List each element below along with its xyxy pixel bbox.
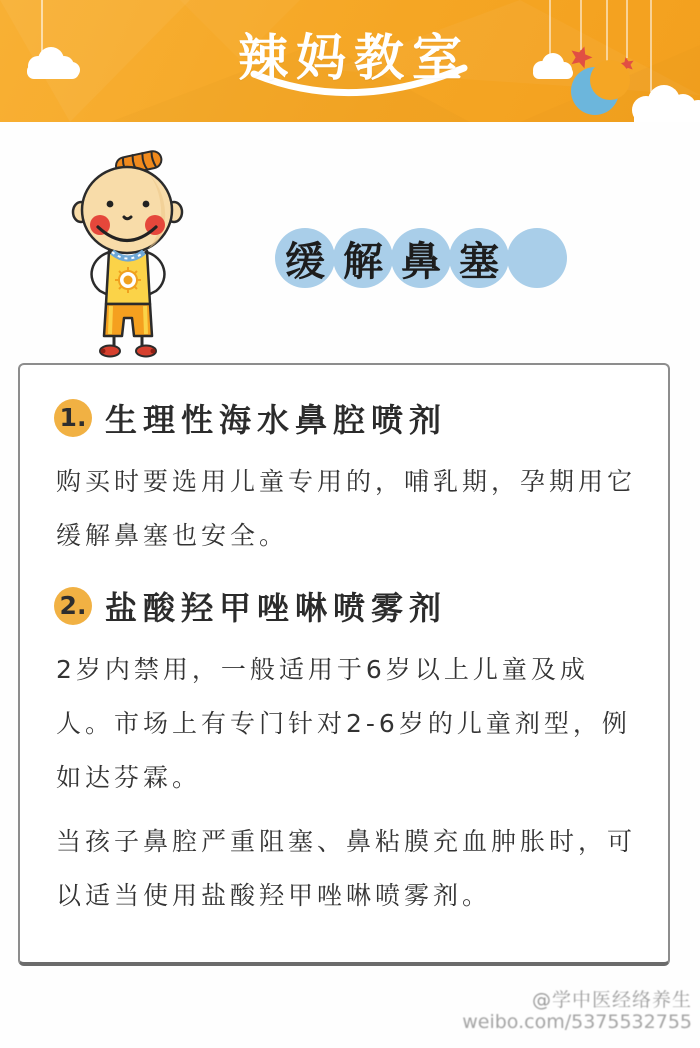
title-char: 塞 <box>459 238 499 285</box>
title-badge <box>449 228 509 288</box>
watermark-account: @学中医经络养生 <box>531 989 692 1011</box>
watermark-url: weibo.com/5375532755 <box>462 1010 692 1033</box>
section-title: 生理性海水鼻腔喷剂 <box>105 401 448 439</box>
section-1-heading <box>54 395 636 441</box>
title-badge <box>275 228 335 288</box>
content-box <box>18 363 670 966</box>
number-badge: 2. <box>54 587 92 625</box>
section-2-paragraph: 当孩子鼻腔严重阻塞、鼻粘膜充血肿胀时，可以适当使用盐酸羟甲唑啉喷雾剂。 <box>56 827 637 910</box>
title-badge <box>391 228 451 288</box>
number-badge: 1. <box>54 399 92 437</box>
title-char: 缓 <box>285 238 325 285</box>
title-badge <box>333 228 393 288</box>
baby-illustration <box>64 146 192 358</box>
section-title: 盐酸羟甲唑啉喷雾剂 <box>105 589 448 627</box>
banner-title: 辣妈教室 <box>238 29 470 87</box>
title-badge-empty <box>507 228 567 288</box>
title-badges <box>277 228 567 288</box>
section-1-paragraph: 购买时要选用儿童专用的，哺乳期，孕期用它缓解鼻塞也安全。 <box>56 467 637 550</box>
section-2-heading <box>54 583 636 629</box>
title-char: 解 <box>343 238 383 285</box>
weibo-watermark <box>462 990 692 1034</box>
section-2-paragraph: 2岁内禁用，一般适用于6岁以上儿童及成人。市场上有专门针对2-6岁的儿童剂型，例如达芬霖。 <box>56 655 631 792</box>
banner <box>0 0 700 122</box>
title-char: 鼻 <box>401 238 441 285</box>
